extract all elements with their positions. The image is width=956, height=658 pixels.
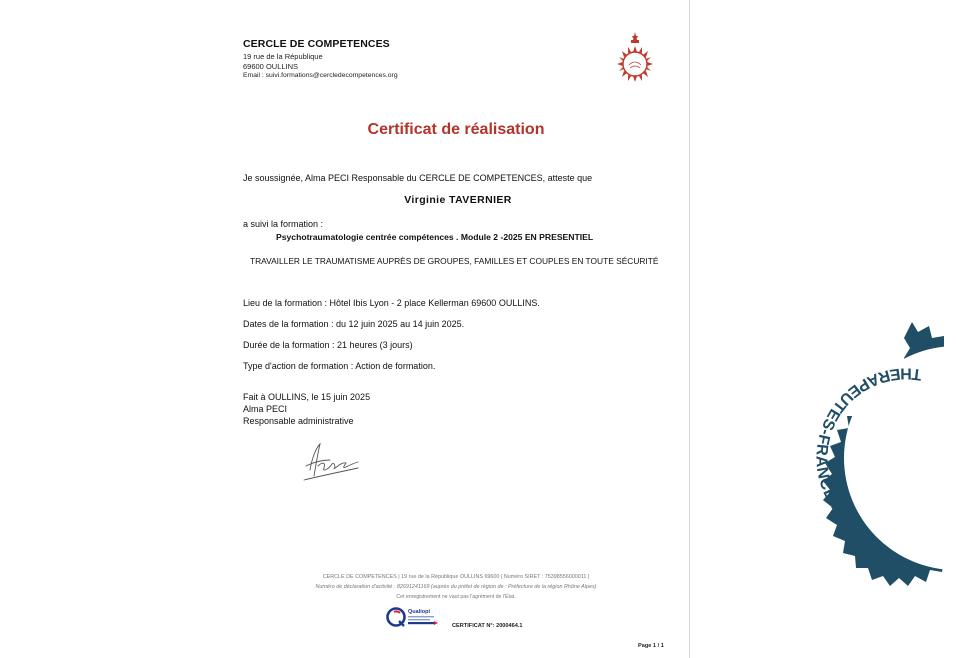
signer-role: Responsable administrative — [243, 416, 354, 426]
training-intro: a suivi la formation : — [243, 219, 324, 229]
therapeutes-france-seal-icon — [786, 318, 956, 590]
footer-note: Cet enregistrement ne vaut pas l'agrément de l'État. — [396, 594, 516, 600]
training-subtitle: TRAVAILLER LE TRAUMATISME AUPRÈS DE GROUPES, FAMILLES ET COUPLES EN TOUTE SÉCURITÉ — [250, 256, 659, 266]
attestation-text: Je soussignée, Alma PECI Responsable du CERCLE DE COMPETENCES, atteste que — [243, 173, 593, 183]
footer-company-info: CERCLE DE COMPETENCES | 19 rue de la République OULLINS 69600 | Numéro SIRET : 75398556000011 | — [322, 574, 590, 580]
page-number: Page 1 / 1 — [638, 643, 664, 649]
organization-street: 19 rue de la République — [243, 52, 323, 61]
certificate-number: CERTIFICAT N°: 2000464.1 — [452, 623, 523, 629]
footer-declaration: Numéro de déclaration d'activité : 82691241169 (auprès du préfet de région de : Préfecture de la région Rhône Alpes) — [315, 584, 597, 590]
organization-logo-icon — [610, 28, 660, 88]
signer-name: Alma PECI — [243, 404, 288, 414]
training-duration: Durée de la formation : 21 heures (3 jours) — [243, 340, 413, 350]
organization-email: Email : suivi.formations@cercledecompetences.org — [243, 72, 398, 79]
seal-text: THERAPEUTES-FRANCE.FR — [812, 364, 923, 527]
qualiopi-logo-icon — [386, 604, 442, 630]
training-title: Psychotraumatologie centrée compétences . Module 2 -2025 EN PRESENTIEL — [276, 232, 594, 242]
training-location: Lieu de la formation : Hôtel Ibis Lyon - 2 place Kellerman 69600 OULLINS. — [243, 298, 540, 308]
training-dates: Dates de la formation : du 12 juin 2025 au 14 juin 2025. — [243, 319, 465, 329]
signing-place-date: Fait à OULLINS, le 15 juin 2025 — [243, 392, 371, 402]
handwritten-signature-icon — [296, 436, 366, 484]
certificate-title: Certificat de réalisation — [367, 121, 545, 138]
training-action-type: Type d'action de formation : Action de formation. — [243, 361, 436, 371]
organization-city: 69600 OULLINS — [243, 62, 299, 71]
qualiopi-label: Qualiopi — [408, 609, 430, 615]
participant-name: Virginie TAVERNIER — [404, 194, 512, 206]
organization-name: CERCLE DE COMPETENCES — [243, 38, 390, 50]
